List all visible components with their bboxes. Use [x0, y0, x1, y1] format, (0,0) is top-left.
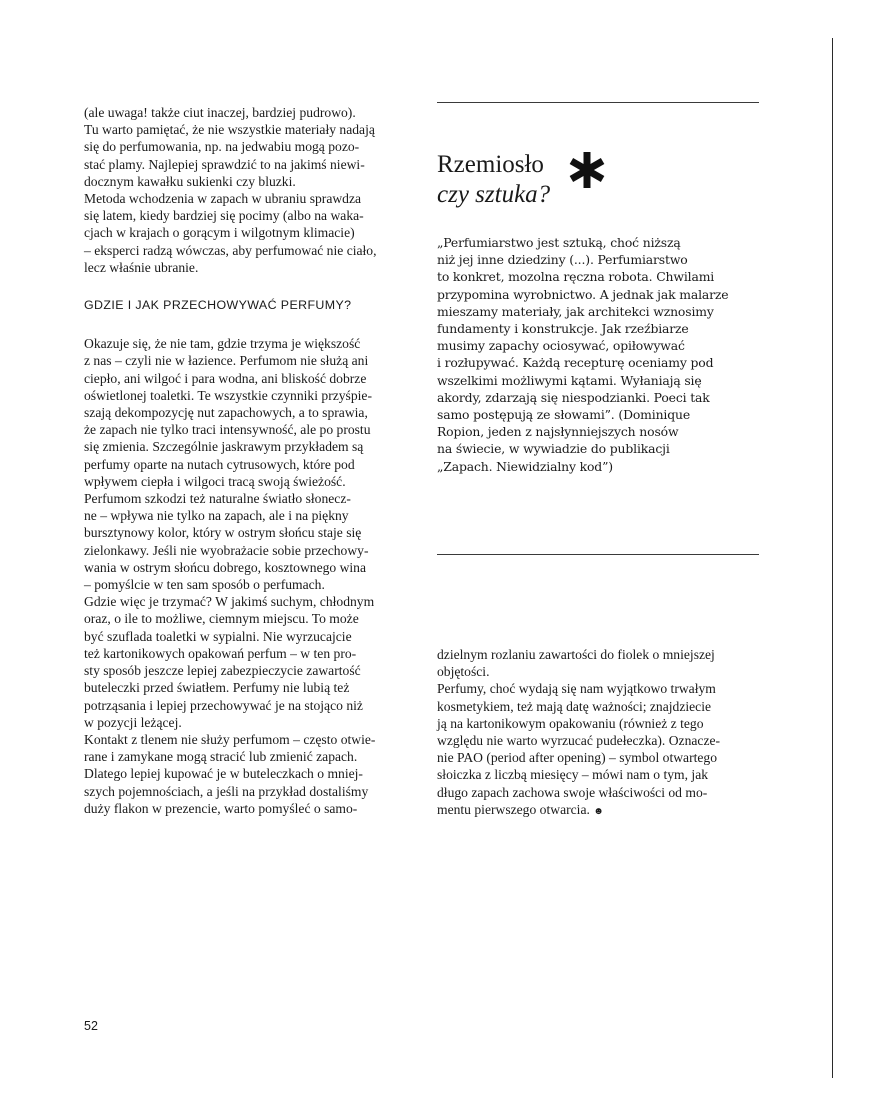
text-line: perfumy oparte na nutach cytrusowych, które pod [84, 456, 355, 472]
text-line: być szuflada toaletki w sypialni. Nie wyrzucajcie [84, 628, 352, 644]
text-line: cjach w krajach o gorącym i wilgotnym klimacie) [84, 225, 355, 241]
box-title [437, 150, 767, 210]
asterisk-icon [567, 150, 607, 190]
text-line: – pomyślcie w ten sam sposób o perfumach. [84, 577, 325, 593]
text-line: mentu pierwszego otwarcia. [437, 801, 590, 817]
text-line: sty sposób jeszcze lepiej zabezpieczycie zawartość [84, 663, 361, 679]
text-line: docznym kawałku sukienki czy bluzki. [84, 173, 296, 189]
text-line: wania w ostrym słońcu dobrego, kosztownego wina [84, 559, 367, 575]
quote-line: wszelkimi możliwymi kątami. Wyłaniają się [437, 372, 702, 388]
text-line: ją na kartonikowym opakowaniu (również z tego [437, 715, 704, 731]
text-line: Okazuje się, że nie tam, gdzie trzyma je większość [84, 336, 361, 352]
text-line: stać plamy. Najlepiej sprawdzić to na jakimś niewi- [84, 156, 365, 172]
text-line: długo zapach zachowa swoje właściwości od mo- [437, 784, 708, 800]
box-quote [437, 234, 759, 475]
quote-line: i rozłupywać. Każdą recepturę oceniamy pod [437, 355, 714, 371]
text-line: lecz właśnie ubranie. [84, 259, 199, 275]
text-line: rane i zamykane mogą stracić lub zmienić zapach. [84, 749, 358, 765]
text-line: duży flakon w prezencie, warto pomyśleć o samo- [84, 800, 358, 816]
quote-line: na świecie, w wywiadzie do publikacji [437, 441, 670, 457]
text-line: się zmienia. Szczególnie jaskrawym przykładem są [84, 439, 364, 455]
text-line: Tu warto pamiętać, że nie wszystkie materiały nadają [84, 122, 375, 138]
box-title-line2: czy sztuka? [437, 181, 551, 208]
end-mark-icon: ☻ [593, 805, 604, 817]
text-line: potrząsania i lepiej przechowywać je na stojąco niż [84, 697, 363, 713]
quote-line: to konkret, mozolna ręczna robota. Chwilami [437, 269, 715, 285]
text-line: względu nie warto wyrzucać pudełeczka). Oznacze- [437, 733, 721, 749]
text-line: szych pojemnościach, a jeśli na przykład dostaliśmy [84, 783, 369, 799]
text-line: ciepło, ani wilgoć i para wodna, ani bliskość dobrze [84, 370, 367, 386]
text-line: oświetlonej toaletki. Te wszystkie czynniki przyśpie- [84, 387, 372, 403]
quote-line: akordy, zdarzają się niespodzianki. Poeci tak [437, 389, 710, 405]
text-line: Gdzie więc je trzymać? W jakimś suchym, chłodnym [84, 594, 375, 610]
text-line: (ale uwaga! także ciut inaczej, bardziej pudrowo). [84, 105, 356, 120]
text-line: w pozycji leżącej. [84, 714, 182, 730]
text-line: buteleczki przed światłem. Perfumy nie lubią też [84, 680, 350, 696]
text-line: oraz, o ile to możliwe, ciemnym miejscu. To może [84, 611, 359, 627]
text-line-last [437, 801, 759, 820]
quote-line: niż jej inne dziedziny (...). Perfumiarstwo [437, 252, 688, 268]
text-line: z nas – czyli nie w łazience. Perfumom nie służą ani [84, 353, 369, 369]
quote-line: samo postępują ze słowami”. (Dominique [437, 407, 691, 423]
text-line: Kontakt z tlenem nie służy perfumom – często otwie- [84, 731, 376, 747]
text-line: się do perfumowania, np. na jedwabiu mogą pozo- [84, 139, 360, 155]
text-line: Metoda wchodzenia w zapach w ubraniu sprawdza [84, 191, 362, 207]
text-line: – eksperci radzą wówczas, aby perfumować nie ciało, [84, 242, 377, 258]
page-edge-line [832, 38, 833, 1078]
right-column [437, 646, 759, 820]
box-bottom-rule [437, 554, 759, 555]
text-line: zielonkawy. Jeśli nie wyobrażacie sobie przechowy- [84, 542, 369, 558]
box-title-line1: Rzemiosło [437, 151, 544, 178]
text-line: dzielnym rozlaniu zawartości do fiolek o mniejszej [437, 647, 715, 662]
text-line: się latem, kiedy bardziej się pocimy (albo na waka- [84, 208, 364, 224]
quote-line: „Zapach. Niewidzialny kod”) [437, 458, 613, 474]
text-line: ne – wpływa nie tylko na zapach, ale i na piękny [84, 508, 349, 524]
page-number: 52 [84, 1019, 98, 1033]
text-line: kosmetykiem, też mają datę ważności; znajdziecie [437, 698, 712, 714]
text-line: szają dekompozycję nut zapachowych, a to sprawia, [84, 405, 368, 421]
box-top-rule [437, 102, 759, 103]
section-heading: GDZIE I JAK PRZECHOWYWAĆ PERFUMY? [84, 298, 352, 313]
left-column [84, 104, 406, 817]
quote-line: fundamenty i konstrukcje. Jak rzeźbiarze [437, 321, 689, 337]
text-line: Perfumy, choć wydają się nam wyjątkowo trwałym [437, 681, 716, 697]
text-line: też kartonikowych opakowań perfum – w ten pro- [84, 645, 357, 661]
text-line: Perfumom szkodzi też naturalne światło słonecz- [84, 491, 351, 507]
text-line: słoiczka z liczbą miesięcy – mówi nam o tym, jak [437, 767, 709, 783]
text-line: Dlatego lepiej kupować je w buteleczkach o mniej- [84, 766, 363, 782]
quote-line: mieszamy materiały, jak architekci wznosimy [437, 303, 714, 319]
quote-line: „Perfumiarstwo jest sztuką, choć niższą [437, 235, 681, 250]
text-line: bursztynowy kolor, który w ostrym słońcu staje się [84, 525, 362, 541]
text-line: nie PAO (period after opening) – symbol otwartego [437, 750, 717, 766]
text-line: wpływem ciepła i wilgoci tracą swoją świeżość. [84, 473, 346, 489]
quote-line: musimy zapachy ociosywać, opiłowywać [437, 338, 685, 354]
quote-line: przypomina wyrobnictwo. A jednak jak malarze [437, 286, 729, 302]
text-line: objętości. [437, 664, 490, 680]
quote-line: Ropion, jeden z najsłynniejszych nosów [437, 424, 679, 440]
text-line: że zapach nie tylko traci intensywność, ale po prostu [84, 422, 371, 438]
